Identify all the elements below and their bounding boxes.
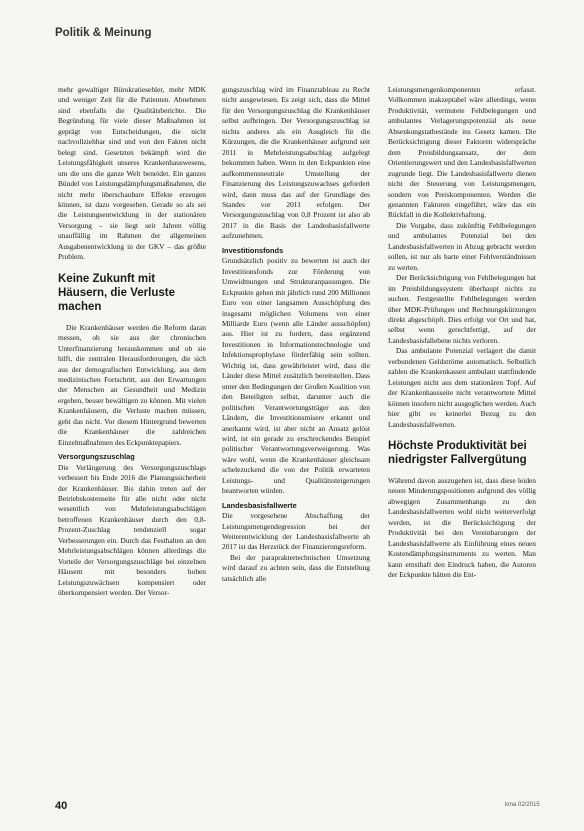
subheading: Landesbasisfallwerte xyxy=(222,500,297,510)
text-column-1 xyxy=(58,85,206,793)
paragraph: Die Krankenhäuser werden die Reform daran messen, ob sie aus der chronischen Unterfinanzierung herauskommen und ob sie hilft, die zentralen Herausforderungen, die sich aus der demografischen Entwicklung, aus dem medizinischen Fortschritt, aus den Erwartungen der Menschen an Gesundheit und Medizin ergeben, besser bewältigen zu können. Mit vielen Krankenhäusern, die Verluste machen müssen, geht das nicht. Vor diesem Hintergrund bewerten die Krankenhäuser die zahlreichen Einzelmaßnahmen des Eckpunktepapiers. xyxy=(58,322,206,447)
subheading: Investitionsfonds xyxy=(222,245,284,255)
section-heading: Keine Zukunft mit Häusern, die Verluste machen xyxy=(58,272,175,313)
paragraph: Während davon auszugehen ist, dass diese leiden neuen Minderungspositionen aufgrund des völlig abwegigen Zusammenhangs zu den Landesbasisfallwerten wohl nicht weiterverfolgt werden, ist die Berücksichtigung der Produktivität bei den Vereinbarungen der Landesbasisfallwerte als Einführung eines neuen Kostendämpfungsinstruments zu werten. Man kann ernsthaft den Eindruck haben, die Autoren der Eckpunkte hätten die Ent- xyxy=(388,475,536,580)
paragraph: Grundsätzlich positiv zu bewerten ist auch der Investitionsfonds zur Förderung von Umwidmungen und Strukturanpassungen. Die Eckpunkte gehen mit jährlich rund 200 Millionen Euro von einer langsamen Ausschöpfung des insgesamt möglichen Volumens von einer Milliarde Euro (wenn alle Länder ausschöpfen) aus. Hier ist zu fordern, dass ergänzend Investitionen in Informationstechnologie und Infektionsprophylaxe förderfähig sein sollten. Wichtig ist, dass gewährleistet wird, dass die Länder diese Mittel zusätzlich bereitstellen. Dass unter den Bedingungen der Großen Koalition von den Beteiligten selbst, darunter auch die politischen Verantwortungsträger aus den Ländern, die Investitionsmisere erkannt und anerkannt wird, ist aber nicht an Ansatz gelöst wird, ist ein gerade zu erschreckendes Beispiel politischer Verantwortungsverweigerung. Was wäre wohl, wenn die Krankenhäuser gleichsam schelezuckend die von der Politik erwarteten Leistungs- und Qualitätssteigerungen beantworten würden. xyxy=(222,256,370,496)
section-heading: Höchste Produktivität bei niedrigster Fallvergütung xyxy=(388,439,527,466)
section-label: Politik & Meinung xyxy=(55,27,152,39)
paragraph: Leistungsmengenkomponenten erfasst. Vollkommen inakzeptabel wäre allerdings, wenn Produktivität, vermutete Fehlbelegungen und ambulantes Verlagerungspotenzial als neue Absenkungstatbestände ins Gesetz kamen. Die Berücksichtigung dieser Faktoren widerspräche dem Preisbildungsansatz, der dem Orientierungswert und den Landesbasisfallwerten zugrunde liegt. Die Landesbasisfallwerte dienen nicht der Steuerung von Leistungsmengen, sondern von Preiskomponenten. Werden die genannten Faktoren eingeführt, wäre das ein Rückfall in die Kollektivhaftung. xyxy=(388,85,536,220)
paragraph: Die Vorgabe, dass zukünftig Fehlbelegungen und ambulantes Potenzial bei den Landesbasisfallwerten in Abzug gebracht werden sollen, ist nur als harte einer Fehlverständnissen zu werten. xyxy=(388,220,536,272)
issue-label: kma 02/2015 xyxy=(505,802,540,808)
subheading: Versorgungszuschlag xyxy=(58,452,135,462)
page-number: 40 xyxy=(55,800,68,812)
paragraph: Die vorgesehene Abschaffung der Leistungsmengendegression bei der Weiterentwicklung der Landesbasisfallwerte ab 2017 ist das Herzstück der Finanzierungsreform. xyxy=(222,511,370,552)
text-column-3 xyxy=(388,85,536,793)
paragraph: gungszuschlag wird im Finanztableau zu Recht nicht ausgewiesen. Es zeigt sich, dass die Mittel für den Versorgungszuschlag die Krankenhäuser selbst aufbringen. Der Versorgungszuschlag ist nichts anderes als ein Ausgleich für die Kürzungen, die die Krankenhäuser aufgrund seit 2011 in Mehrleistungsabschlag aufgelegt bekommen haben. Wenn in den Eckpunkten eine aufkommensneutrale Umstellung der Finanzierung des Leistungszuwachses gefordert wird, dann muss das auf der Grundlage des Standes vor 2011 erfolgen. Der Versorgungszuschlag von 0,8 Prozent ist also ab 2017 in die Basis der Landesbasisfallwerte aufzunehmen. xyxy=(222,85,370,241)
paragraph: Bei der parapraktertechnischen Umsetzung wird darauf zu achten sein, dass die Entstellung tatsächlich alle xyxy=(222,552,370,583)
paragraph: Der Berücksichtigung von Fehlbelegungen hat im Preisbildungssystem überhaupt nichts zu suchen. Festgestellte Fehlbelegungen werden über MDK-Prüfungen und Rechnungskürzungen direkt abgeschöpft. Dies erfolgt vor Ort und hat, selbst wenn gerechtfertigt, auf der Landesbasisfallebene nichts verloren. xyxy=(388,273,536,345)
paragraph: Das ambulante Potenzial verlagert die damit verbundenen Geldströme automatisch. Selbstlich zahlen die Krankenkassen ambulant stattfindende Leistungen nicht aus dem stationären Topf. Auf der Krankenhausseite nicht verantwortete Mittel können insofern nicht ausgeglichen werden. Auch hier gibt es keinerlei Bezug zu den Landesbasisfallwerten. xyxy=(388,346,536,429)
text-column-2 xyxy=(222,85,370,793)
paragraph: Die Verlängerung des Versorgungszuschlags verbessert bis Ende 2016 die Planungssicherheit der Krankenhäuser. Bis dahin treten auf der Betriebskostenseite für alle nicht oder nicht wesentlich von Mehrleistungsabschlägen betroffenen Krankenhäuser durch den 0,8-Prozent-Zuschlag tendenziell sogar Verbesserungen ein. Durch das Festhalten an den Mehrleistungsabschlägen können allerdings die Vorteile der Versorgungszuschläge bei einzelnen Häusern mit besonders hohen Leistungszuwächsen kompensiert oder überkompensiert werden. Der Versor- xyxy=(58,462,206,598)
paragraph: mehr gewaltiger Bürokratiesehler, mehr MDK und weniger Zeit für die Patienten. Abnehmen sind ebenfalls die Qualitätsberichte. Die Begründung für viele dieser Maßnahmen ist geprägt von Entscheidungen, die nicht nachvollziehbar sind und von den Fakten nicht belegt sind. Gesetzten bekämpft wird die Leistungsfähigkeit unseres Krankenhauswesens, um die uns die ganze Welt beneidet. Ein ganzes Bündel von Leistungsdämpfungsmaßnahmen, die nicht mehr überschaubare Effekte erzeugen können, ist dazu vorgesehen. Gerade so als sei die Leistungsentwicklung in der stationären Versorgung – sie liegt seit Jahren völlig unauffällig im Rahmen der allgemeinen Ausgabenentwicklung in der GKV – das größte Problem. xyxy=(58,85,206,262)
